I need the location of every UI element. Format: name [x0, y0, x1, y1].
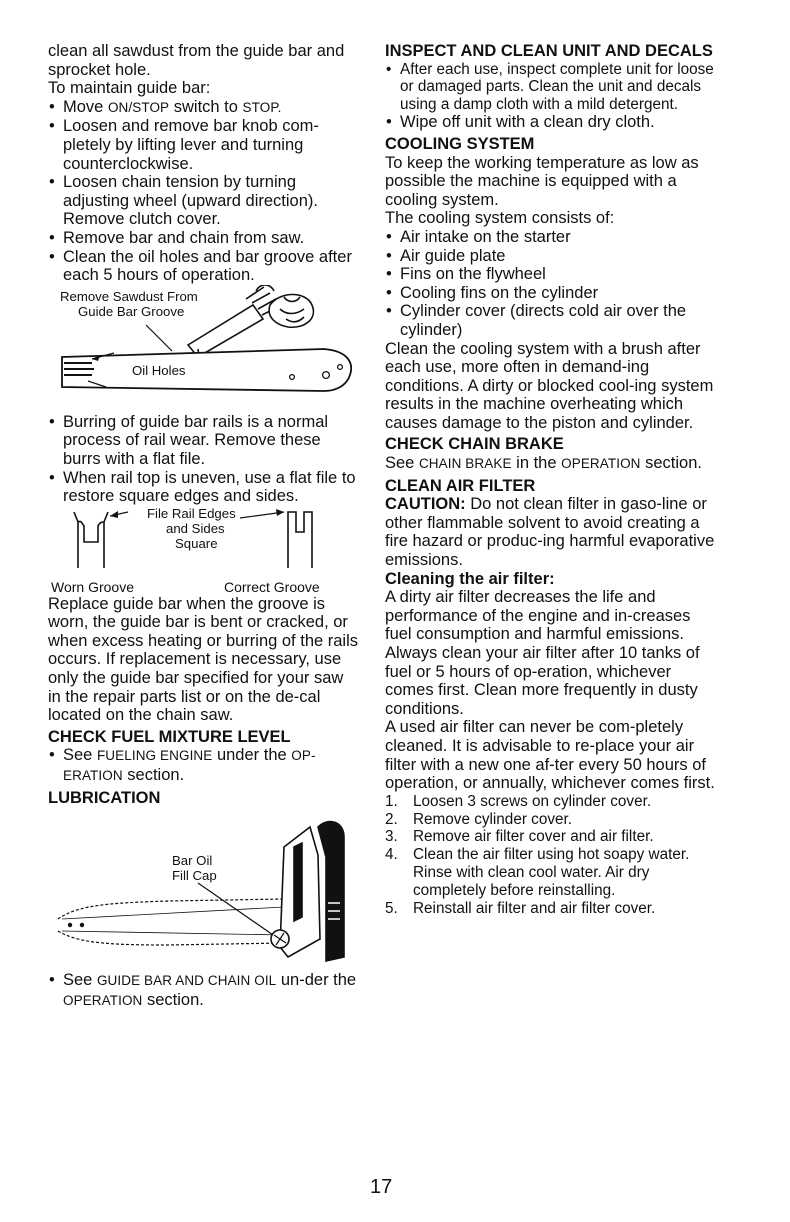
inspect-list: [385, 61, 715, 132]
list-item: • Cylinder cover (directs cold air over the cylinder): [385, 302, 715, 339]
lubrication-heading: LUBRICATION: [48, 788, 161, 807]
list-item: 4. Clean the air filter using hot soapy water. Rinse with clean cool water. Air dry completely before reinstalling.: [385, 846, 690, 899]
cooling-heading: COOLING SYSTEM: [385, 134, 535, 153]
burring-list: [48, 413, 360, 506]
oil-cap-figure: [48, 807, 360, 969]
groove-captions: [48, 576, 360, 594]
dirty-filter-paragraph: A dirty air filter decreases the life and performance of the engine and in-creases fuel consumption and harmful emissions. Always clean your air filter after 10 tanks of fuel or 5 hours of op-eration, whichever comes first. Clean more frequently in dusty conditions.: [385, 588, 700, 718]
cooling-consists: The cooling system consists of:: [385, 209, 615, 228]
list-item: 5. Reinstall air filter and air filter cover.: [385, 899, 656, 917]
fig-label-oil-holes: Oil Holes: [132, 362, 186, 378]
list-item: • Air guide plate: [385, 247, 715, 266]
list-item: • Wipe off unit with a clean dry cloth.: [385, 113, 715, 132]
brake-heading: CHECK CHAIN BRAKE: [385, 435, 564, 454]
list-item: • See GUIDE BAR AND CHAIN OIL un-der the OPERATION section.: [48, 971, 360, 1010]
fuel-list: [48, 746, 360, 785]
page-number: 17: [370, 1176, 393, 1198]
brake-paragraph: See CHAIN BRAKE in the OPERATION section.: [385, 454, 702, 473]
chainsaw-illustration: [48, 807, 360, 969]
list-item: • See FUELING ENGINE under the OP-ERATION section.: [48, 746, 360, 785]
caption-worn-groove: Worn Groove: [51, 578, 134, 595]
list-item: • Fins on the flywheel: [385, 265, 715, 284]
air-filter-heading: CLEAN AIR FILTER: [385, 476, 536, 495]
inspect-heading: INSPECT AND CLEAN UNIT AND DECALS: [385, 42, 713, 60]
cleaning-heading: Cleaning the air filter:: [385, 569, 555, 588]
groove-figure: [48, 506, 360, 576]
saw-body-shape: [271, 822, 344, 961]
maintain-line: To maintain guide bar:: [48, 79, 211, 98]
fig-label-bar-oil: Bar Oil: [172, 853, 213, 869]
hand-icon: [269, 294, 313, 327]
cooling-list: [385, 228, 715, 340]
air-filter-steps: [385, 793, 715, 918]
list-item: 2. Remove cylinder cover.: [385, 810, 572, 828]
fig-label-groove: Guide Bar Groove: [78, 303, 185, 319]
cooling-paragraph: To keep the working temperature as low as possible the machine is equipped with a cooling system.: [385, 153, 699, 209]
list-item: • When rail top is uneven, use a flat file to restore square edges and sides.: [48, 469, 360, 506]
list-item: • Move ON/STOP switch to STOP.: [48, 98, 360, 118]
caution-paragraph: CAUTION: Do not clean filter in gaso-line or other flammable solvent to avoid creating a fire hazard or produc-ing harmful evaporative emissions.: [385, 495, 715, 570]
replace-paragraph: Replace guide bar when the groove is worn, the guide bar is bent or cracked, or when excess heating or burring of the rails occurs. If replacement is necessary, use only the guide bar specified for your saw in the repair parts list or on the de-cal located on the chain saw.: [48, 594, 359, 725]
fig-label-fill-cap: Fill Cap: [172, 868, 217, 884]
list-item: 3. Remove air filter cover and air filter.: [385, 828, 654, 846]
caution-label: CAUTION:: [385, 495, 466, 514]
left-column: [48, 42, 360, 1010]
list-item: • Clean the oil holes and bar groove after each 5 hours of operation.: [48, 248, 360, 285]
lubrication-list: [48, 971, 360, 1010]
list-item: • Remove bar and chain from saw.: [48, 229, 360, 248]
right-column: [385, 42, 715, 917]
list-item: • Cooling fins on the cylinder: [385, 284, 715, 303]
fig-label-file-rail: File Rail Edges: [147, 505, 236, 521]
fig-label-square: Square: [175, 535, 218, 551]
used-filter-paragraph: A used air filter can never be com-pletely cleaned. It is advisable to re-place your air filter with a new one af-ter every 50 hours of operation, or annually, whichever comes first.: [385, 718, 715, 793]
guide-bar-figure: [48, 285, 360, 411]
fig-label-remove: Remove Sawdust From: [60, 288, 198, 304]
list-item: 1. Loosen 3 screws on cylinder cover.: [385, 792, 652, 810]
caption-correct-groove: Correct Groove: [224, 578, 320, 595]
list-item: • Burring of guide bar rails is a normal process of rail wear. Remove these burrs with a flat file.: [48, 413, 360, 469]
list-item: • Loosen and remove bar knob com-pletely by lifting lever and turning counterclockwise.: [48, 117, 360, 173]
intro-line: clean all sawdust from the guide bar and sprocket hole.: [48, 42, 345, 79]
list-item: • Loosen chain tension by turning adjusting wheel (upward direction). Remove clutch cover.: [48, 173, 360, 229]
fuel-heading: CHECK FUEL MIXTURE LEVEL: [48, 727, 291, 746]
maintain-steps: [48, 98, 360, 285]
list-item: • Air intake on the starter: [385, 228, 715, 247]
list-item: • After each use, inspect complete unit for loose or damaged parts. Clean the unit and decals using a damp cloth with a mild detergent.: [385, 61, 715, 114]
cooling-clean-paragraph: Clean the cooling system with a brush after each use, more often in demand-ing conditions. A dirty or blocked cool-ing system results in the machine overheating which causes damage to the piston and cylinder.: [385, 339, 714, 432]
fig-label-and-sides: and Sides: [166, 520, 225, 536]
